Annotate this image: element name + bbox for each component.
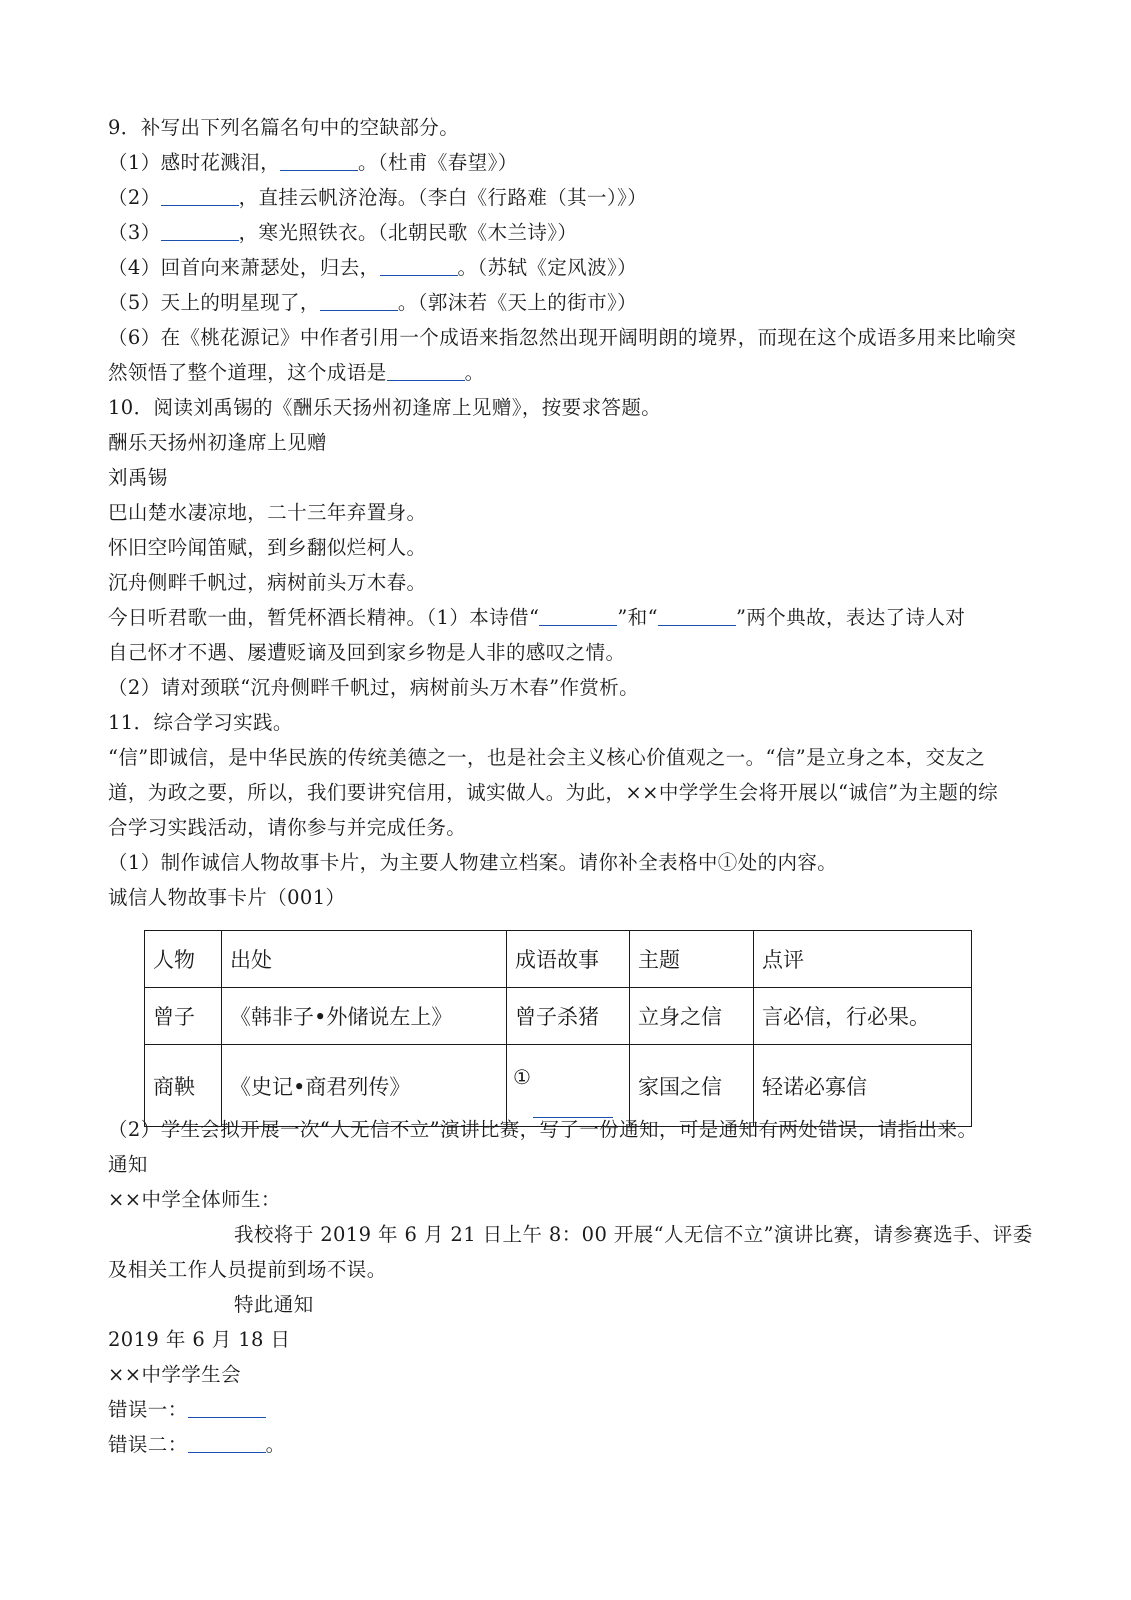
error-2-label: 错误二： bbox=[108, 1433, 188, 1456]
poem-line-4-pre: 今日听君歌一曲，暂凭杯酒长精神。（1）本诗借“ bbox=[108, 606, 540, 629]
table-header: 人物 bbox=[145, 931, 222, 988]
notice-closing: 特此通知 bbox=[234, 1293, 314, 1316]
error-2 bbox=[108, 1432, 286, 1458]
answer-blank[interactable] bbox=[320, 290, 398, 311]
table-cell: 曾子 bbox=[145, 988, 222, 1045]
error-1-label: 错误一： bbox=[108, 1398, 188, 1421]
table-cell: 言必信，行必果。 bbox=[754, 988, 972, 1045]
table-header: 成语故事 bbox=[507, 931, 630, 988]
table-row bbox=[145, 1045, 972, 1127]
table-cell: 《史记•商君列传》 bbox=[222, 1045, 507, 1127]
q9-item-3-post: ，寒光照铁衣。（北朝民歌《木兰诗》） bbox=[238, 221, 578, 244]
notice-body-1: 我校将于 2019 年 6 月 21 日上午 8：00 开展“人无信不立”演讲比赛，请参赛选手、评委 bbox=[234, 1223, 1033, 1246]
q9-item-2 bbox=[108, 185, 647, 211]
table-cell: 家国之信 bbox=[630, 1045, 754, 1127]
q11-intro-1: “信”即诚信，是中华民族的传统美德之一，也是社会主义核心价值观之一。“信”是立身之本，交友之 bbox=[108, 746, 986, 769]
answer-blank[interactable] bbox=[380, 255, 458, 276]
answer-blank[interactable] bbox=[280, 150, 358, 171]
q9-item-4-post: 。（苏轼《定风波》） bbox=[457, 256, 638, 279]
q11-sub2: （2）学生会拟开展一次“人无信不立”演讲比赛，写了一份通知，可是通知有两处错误，请指出来。 bbox=[108, 1118, 978, 1141]
circled-number: ① bbox=[513, 1065, 531, 1089]
q10-sub1-cont: 自己怀才不遇、屡遭贬谪及回到家乡物是人非的感叹之情。 bbox=[108, 641, 626, 664]
poem-line-3: 沉舟侧畔千帆过，病树前头万木春。 bbox=[108, 571, 427, 594]
table-cell: 商鞅 bbox=[145, 1045, 222, 1127]
q9-item-6-line1: （6）在《桃花源记》中作者引用一个成语来指忽然出现开阔明朗的境界，而现在这个成语多用来比喻突 bbox=[108, 326, 1017, 349]
q9-item-1-post: 。（杜甫《春望》） bbox=[358, 151, 518, 174]
q10-title: 10．阅读刘禹锡的《酬乐天扬州初逢席上见赠》，按要求答题。 bbox=[108, 396, 662, 419]
poem-title: 酬乐天扬州初逢席上见赠 bbox=[108, 431, 327, 454]
table-cell: 立身之信 bbox=[630, 988, 754, 1045]
poem-line-4-post: ”两个典故，表达了诗人对 bbox=[735, 606, 966, 629]
q9-item-5 bbox=[108, 290, 637, 316]
card-caption: 诚信人物故事卡片（001） bbox=[108, 886, 346, 909]
q9-item-5-post: 。（郭沫若《天上的街市》） bbox=[397, 291, 638, 314]
poem-line-2: 怀旧空吟闻笛赋，到乡翻似烂柯人。 bbox=[108, 536, 427, 559]
poem-line-4-mid: ”和“ bbox=[617, 606, 658, 629]
poem-line-1: 巴山楚水凄凉地，二十三年弃置身。 bbox=[108, 501, 427, 524]
answer-blank[interactable] bbox=[161, 185, 239, 206]
answer-blank[interactable] bbox=[188, 1432, 266, 1453]
notice-body-2: 及相关工作人员提前到场不误。 bbox=[108, 1258, 387, 1281]
table-cell: 曾子杀猪 bbox=[507, 988, 630, 1045]
q9-item-6-post: 。 bbox=[464, 361, 485, 384]
q11-title: 11．综合学习实践。 bbox=[108, 711, 293, 734]
q9-item-2-pre: （2） bbox=[108, 186, 161, 209]
table-row bbox=[145, 988, 972, 1045]
error-2-end: 。 bbox=[265, 1433, 286, 1456]
table-header: 出处 bbox=[222, 931, 507, 988]
q9-item-6-pre: 然领悟了整个道理，这个成语是 bbox=[108, 361, 387, 384]
q9-title: 9．补写出下列名篇名句中的空缺部分。 bbox=[108, 116, 460, 139]
poem-author: 刘禹锡 bbox=[108, 466, 168, 489]
answer-blank[interactable] bbox=[539, 605, 617, 626]
q9-item-3 bbox=[108, 220, 577, 246]
table-cell-answer[interactable] bbox=[507, 1045, 630, 1127]
q9-item-6-line2 bbox=[108, 360, 485, 386]
table-cell: 《韩非子•外储说左上》 bbox=[222, 988, 507, 1045]
answer-blank[interactable] bbox=[658, 605, 736, 626]
q9-item-1-pre: （1）感时花溅泪， bbox=[108, 151, 281, 174]
q9-item-4 bbox=[108, 255, 637, 281]
table-header-row bbox=[145, 931, 972, 988]
notice-signer: ××中学学生会 bbox=[108, 1363, 241, 1386]
q9-item-4-pre: （4）回首向来萧瑟处，归去， bbox=[108, 256, 380, 279]
answer-blank[interactable] bbox=[387, 360, 465, 381]
error-1 bbox=[108, 1397, 266, 1423]
answer-blank[interactable] bbox=[161, 220, 239, 241]
q10-sub2: （2）请对颈联“沉舟侧畔千帆过，病树前头万木春”作赏析。 bbox=[108, 676, 640, 699]
poem-line-4 bbox=[108, 605, 965, 631]
table-cell: 轻诺必寡信 bbox=[754, 1045, 972, 1127]
q9-item-2-post: ，直挂云帆济沧海。（李白《行路难（其一）》） bbox=[238, 186, 648, 209]
q9-item-1 bbox=[108, 150, 518, 176]
table-header: 点评 bbox=[754, 931, 972, 988]
answer-blank[interactable] bbox=[188, 1397, 266, 1418]
story-card-table bbox=[144, 930, 972, 1127]
q11-sub1: （1）制作诚信人物故事卡片，为主要人物建立档案。请你补全表格中①处的内容。 bbox=[108, 851, 838, 874]
notice-recipient: ××中学全体师生： bbox=[108, 1188, 281, 1211]
q11-intro-2: 道，为政之要，所以，我们要讲究信用，诚实做人。为此，××中学学生会将开展以“诚信”为主题的综 bbox=[108, 781, 999, 804]
q9-item-3-pre: （3） bbox=[108, 221, 161, 244]
q9-item-5-pre: （5）天上的明星现了， bbox=[108, 291, 320, 314]
notice-date: 2019 年 6 月 18 日 bbox=[108, 1328, 291, 1351]
table-header: 主题 bbox=[630, 931, 754, 988]
q11-intro-3: 合学习实践活动，请你参与并完成任务。 bbox=[108, 816, 467, 839]
notice-heading: 通知 bbox=[108, 1153, 148, 1176]
